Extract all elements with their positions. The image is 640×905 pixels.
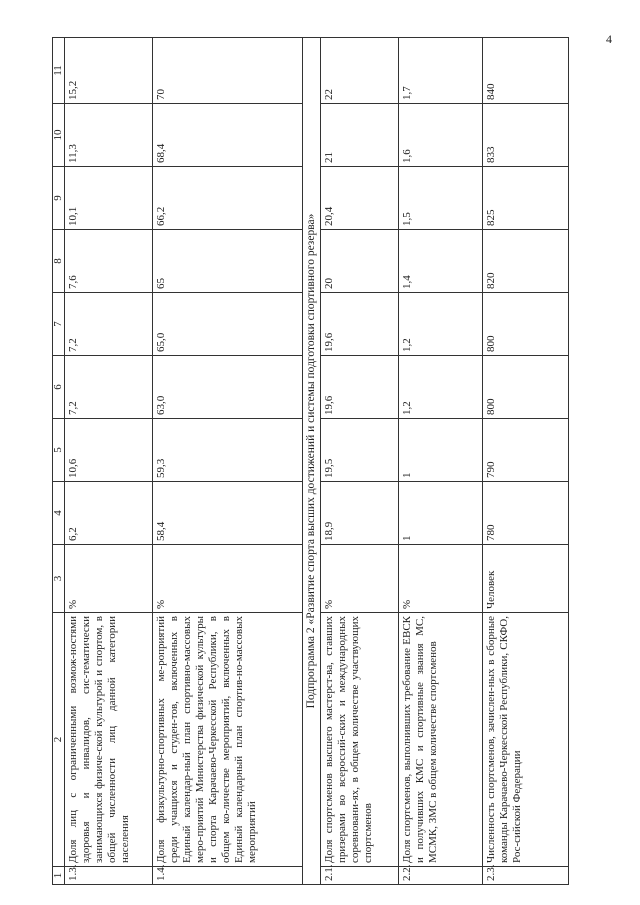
value-cell: 1,2: [399, 356, 483, 419]
value-cell: 1,2: [399, 293, 483, 356]
column-number: 1: [53, 867, 65, 885]
value-cell: 11,3: [65, 104, 153, 167]
value-cell: 20,4: [321, 167, 399, 230]
column-number: 9: [53, 167, 65, 230]
value-cell: 1: [399, 482, 483, 545]
value-cell: 780: [483, 482, 569, 545]
table-row: [321, 38, 399, 885]
value-cell: 65: [153, 230, 303, 293]
value-cell: 10,6: [65, 419, 153, 482]
value-cell: 59,3: [153, 419, 303, 482]
unit-cell: Человек: [483, 545, 569, 613]
value-cell: 790: [483, 419, 569, 482]
value-cell: 833: [483, 104, 569, 167]
column-number: 6: [53, 356, 65, 419]
section-title: Подпрограмма 2 «Развитие спорта высших достижений и системы подготовки спортивного резерва»: [303, 38, 321, 885]
column-number: 10: [53, 104, 65, 167]
page-number: 4: [606, 32, 612, 46]
value-cell: 7,6: [65, 230, 153, 293]
value-cell: 840: [483, 38, 569, 104]
indicator-description: Доля физкультурно-спортивных ме-роприятий среди учащихся и студен-тов, включенных в Единый календар-ный план спортивно-массовых меро-приятий Министерства физической культуры и спорта Карачаево-Черкесской Республики, в общем ко-личестве мероприятий, включенных в Единый календарный план спортив-но-массовых мероприятий: [153, 613, 303, 867]
column-number-row: [53, 38, 65, 885]
row-number: 2.3.: [483, 867, 569, 885]
unit-cell: %: [153, 545, 303, 613]
row-number: 2.1.: [321, 867, 399, 885]
column-number: 5: [53, 419, 65, 482]
rotated-table-container: [52, 38, 604, 885]
value-cell: 22: [321, 38, 399, 104]
table-row: [153, 38, 303, 885]
column-number: 11: [53, 38, 65, 104]
value-cell: 20: [321, 230, 399, 293]
value-cell: 21: [321, 104, 399, 167]
indicator-description: Доля лиц с ограниченными возмож-ностями здоровья и инвалидов, сис-тематически занимающихся физиче-ской культурой и спортом, в общей численности лиц данной категории населения: [65, 613, 153, 867]
column-number: 2: [53, 613, 65, 867]
value-cell: 68,4: [153, 104, 303, 167]
value-cell: 800: [483, 356, 569, 419]
table-row: [483, 38, 569, 885]
unit-cell: %: [65, 545, 153, 613]
value-cell: 63,0: [153, 356, 303, 419]
value-cell: 800: [483, 293, 569, 356]
column-number: 8: [53, 230, 65, 293]
column-number: 7: [53, 293, 65, 356]
table-row: [65, 38, 153, 885]
rotated-table-area: [52, 38, 604, 885]
column-number: 4: [53, 482, 65, 545]
unit-cell: %: [399, 545, 483, 613]
value-cell: 70: [153, 38, 303, 104]
value-cell: 1,4: [399, 230, 483, 293]
value-cell: 6,2: [65, 482, 153, 545]
value-cell: 1,5: [399, 167, 483, 230]
table-row: [399, 38, 483, 885]
value-cell: 1,6: [399, 104, 483, 167]
section-row: [303, 38, 321, 885]
indicator-description: Численность спортсменов, зачислен-ных в сборные команды Карачаево-Черкесской Республики, СКФО, Рос-сийской Федерации: [483, 613, 569, 867]
value-cell: 820: [483, 230, 569, 293]
indicator-description: Доля спортсменов высшего мастерст-ва, ставших призерами во всероссий-ских и международных соревновани-ях, в общем количестве участвующих спортсменов: [321, 613, 399, 867]
value-cell: 7,2: [65, 356, 153, 419]
indicators-table: [52, 37, 569, 885]
value-cell: 1: [399, 419, 483, 482]
row-number: 1.3.: [65, 867, 153, 885]
value-cell: 15,2: [65, 38, 153, 104]
unit-cell: %: [321, 545, 399, 613]
value-cell: 10,1: [65, 167, 153, 230]
value-cell: 7,2: [65, 293, 153, 356]
value-cell: 66,2: [153, 167, 303, 230]
value-cell: 19,6: [321, 356, 399, 419]
value-cell: 825: [483, 167, 569, 230]
value-cell: 65,0: [153, 293, 303, 356]
row-number: 1.4.: [153, 867, 303, 885]
row-number: 2.2.: [399, 867, 483, 885]
value-cell: 19,6: [321, 293, 399, 356]
value-cell: 18,9: [321, 482, 399, 545]
column-number: 3: [53, 545, 65, 613]
value-cell: 19,5: [321, 419, 399, 482]
value-cell: 58,4: [153, 482, 303, 545]
value-cell: 1,7: [399, 38, 483, 104]
indicator-description: Доля спортсменов, выполнивших требование ЕВСК и получивших КМС и спортивные звания МС, МСМК, ЗМС в общем количестве спортсменов: [399, 613, 483, 867]
